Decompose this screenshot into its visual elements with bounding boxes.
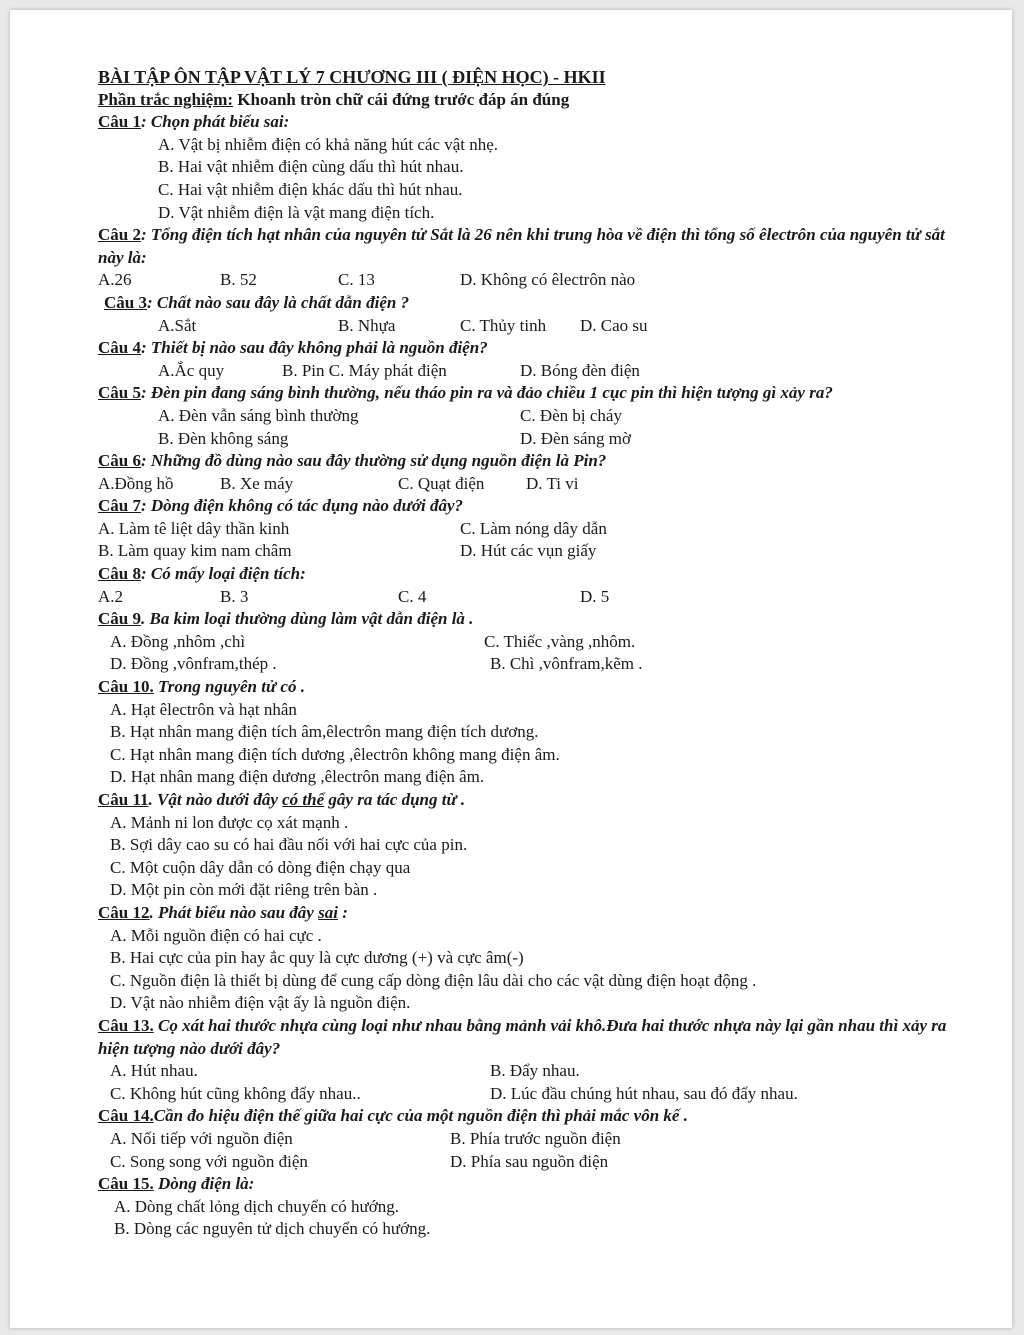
question-text: : Dòng điện không có tác dụng nào dưới đây?	[140, 496, 464, 516]
q4-option-d: D. Bóng đèn điện	[520, 360, 640, 380]
q8-options	[98, 586, 948, 609]
instruction-label: Phần trắc nghiệm:	[98, 89, 234, 109]
q12-option-a: A. Mỗi nguồn điện có hai cực .	[110, 925, 322, 945]
q6-option-c: C. Quạt điện	[398, 473, 485, 493]
q2-option-a: A.26	[98, 270, 132, 290]
instruction	[98, 89, 948, 112]
question-number: Câu 6	[98, 451, 141, 471]
q10-option-c: C. Hạt nhân mang điện tích dương ,êlectrôn không mang điện âm.	[110, 744, 560, 764]
question-text-emphasis: có thể	[282, 790, 325, 809]
q10-option-a: A. Hạt êlectrôn và hạt nhân	[110, 699, 297, 719]
question-3	[98, 292, 948, 315]
q9-options-row1	[98, 631, 948, 654]
question-text: : Chọn phát biểu sai:	[140, 112, 290, 132]
q13-option-b: B. Đẩy nhau.	[490, 1061, 580, 1081]
q7-options-row2	[98, 540, 948, 563]
q14-options-row2	[98, 1151, 948, 1174]
q1-option-b: B. Hai vật nhiễm điện cùng dấu thì hút nhau.	[158, 157, 464, 177]
q2-option-b: B. 52	[220, 270, 257, 290]
q2-options	[98, 269, 948, 292]
document-page	[10, 10, 1012, 1328]
q6-option-d: D. Ti vi	[526, 473, 579, 493]
q12-option-c: C. Nguồn điện là thiết bị dùng để cung cấp dòng điện lâu dài cho các vật dùng điện hoạt động .	[110, 970, 757, 990]
q9-options-row2	[98, 653, 948, 676]
q14-options-row1	[98, 1128, 948, 1151]
q14-option-d: D. Phía sau nguồn điện	[450, 1151, 609, 1171]
question-text: gây ra tác dụng từ .	[324, 790, 466, 809]
q6-option-b: B. Xe máy	[220, 473, 294, 493]
q10-option-b: B. Hạt nhân mang điện tích âm,êlectrôn mang điện tích dương.	[110, 722, 539, 742]
question-number: Câu 13.	[98, 1015, 154, 1035]
q12-option-b: B. Hai cực của pin hay ắc quy là cực dương (+) và cực âm(-)	[110, 948, 524, 968]
q11-option-d: D. Một pin còn mới đặt riêng trên bàn .	[110, 880, 378, 900]
question-text: Trong nguyên tử có .	[153, 677, 305, 697]
question-9	[98, 608, 948, 631]
question-8	[98, 563, 948, 586]
question-7	[98, 495, 948, 518]
question-number: Câu 5	[98, 383, 141, 403]
q7-option-b: B. Làm quay kim nam châm	[98, 541, 292, 561]
q13-option-c: C. Không hút cũng không đẩy nhau..	[110, 1083, 361, 1103]
q9-option-d: D. Đồng ,vônfram,thép .	[110, 654, 277, 674]
q2-option-d: D. Không có êlectrôn nào	[460, 270, 636, 290]
question-number: Câu 9	[98, 609, 141, 629]
question-number: Câu 11	[98, 790, 149, 809]
q4-option-bc: B. Pin C. Máy phát điện	[282, 360, 447, 380]
question-text: : Thiết bị nào sau đây không phải là nguồn điện?	[140, 338, 488, 358]
q1-option-a: A. Vật bị nhiễm điện có khả năng hút các vật nhẹ.	[158, 134, 499, 154]
document-content	[98, 66, 948, 1241]
q3-option-a: A.Sắt	[158, 315, 197, 335]
question-text: : Những đồ dùng nào sau đây thường sử dụng nguồn điện là Pin?	[140, 451, 607, 471]
q5-options-row1	[98, 405, 948, 428]
question-text: Dòng điện là:	[153, 1174, 255, 1194]
question-11	[98, 789, 948, 812]
q3-option-d: D. Cao su	[580, 315, 648, 335]
question-12	[98, 902, 948, 925]
question-text: . Phát biểu nào sau đây	[149, 902, 319, 922]
question-6	[98, 450, 948, 473]
question-text: Cần đo hiệu điện thế giữa hai cực của một nguồn điện thì phải mắc vôn kế .	[153, 1106, 688, 1126]
q9-option-b: B. Chì ,vônfram,kẽm .	[490, 654, 643, 674]
question-number: Câu 4	[98, 338, 141, 358]
question-text: Cọ xát hai thước nhựa cùng loại như nhau bằng mảnh vải khô.Đưa hai thước nhựa này lại gần nhau thì xảy ra hiện tượng nào dưới đây?	[98, 1015, 947, 1058]
question-text: : Chất nào sau đây là chất dẫn điện ?	[146, 292, 410, 312]
q2-option-c: C. 13	[338, 270, 375, 290]
q11-option-c: C. Một cuộn dây dẫn có dòng điện chạy qua	[110, 857, 411, 877]
question-number: Câu 2	[98, 225, 141, 245]
q9-option-c: C. Thiếc ,vàng ,nhôm.	[484, 631, 636, 651]
q7-option-c: C. Làm nóng dây dẫn	[460, 518, 607, 538]
q3-option-c: C. Thủy tinh	[460, 315, 547, 335]
question-number: Câu 15.	[98, 1174, 154, 1194]
q14-option-c: C. Song song với nguồn điện	[110, 1151, 308, 1171]
question-10	[98, 676, 948, 699]
question-number: Câu 8	[98, 564, 141, 584]
q15-option-b: B. Dòng các nguyên tử dịch chuyển có hướng.	[114, 1219, 431, 1239]
question-15	[98, 1173, 948, 1196]
question-number: Câu 3	[104, 292, 147, 312]
q13-option-d: D. Lúc đầu chúng hút nhau, sau đó đẩy nhau.	[490, 1083, 798, 1103]
question-number: Câu 7	[98, 496, 141, 516]
q3-option-b: B. Nhựa	[338, 315, 396, 335]
q5-options-row2	[98, 428, 948, 451]
q5-option-c: C. Đèn bị cháy	[520, 405, 622, 425]
instruction-text: Khoanh tròn chữ cái đứng trước đáp án đúng	[233, 89, 570, 109]
q13-option-a: A. Hút nhau.	[110, 1061, 198, 1081]
q4-option-a: A.Ắc quy	[158, 360, 225, 380]
q15-option-a: A. Dòng chất lỏng dịch chuyển có hướng.	[114, 1196, 399, 1216]
question-text: : Đèn pin đang sáng bình thường, nếu tháo pin ra và đảo chiều 1 cục pin thì hiện tượng gì xảy ra?	[140, 383, 833, 403]
question-13	[98, 1015, 948, 1060]
q9-option-a: A. Đồng ,nhôm ,chì	[110, 631, 246, 651]
question-14	[98, 1105, 948, 1128]
q8-option-b: B. 3	[220, 586, 249, 606]
q7-option-a: A. Làm tê liệt dây thần kinh	[98, 518, 290, 538]
q8-option-d: D. 5	[580, 586, 610, 606]
q7-options-row1	[98, 518, 948, 541]
question-number: Câu 14.	[98, 1106, 154, 1126]
q7-option-d: D. Hút các vụn giấy	[460, 541, 597, 561]
question-text-emphasis: sai	[318, 902, 338, 922]
q8-option-a: A.2	[98, 586, 124, 606]
question-text: . Ba kim loại thường dùng làm vật dẫn điện là .	[140, 609, 474, 629]
question-2	[98, 224, 948, 269]
q12-option-d: D. Vật nào nhiễm điện vật ấy là nguồn điện.	[110, 993, 411, 1013]
q5-option-d: D. Đèn sáng mờ	[520, 428, 631, 448]
q11-option-a: A. Mảnh ni lon được cọ xát mạnh .	[110, 812, 349, 832]
q11-option-b: B. Sợi dây cao su có hai đầu nối với hai cực của pin.	[110, 835, 468, 855]
question-number: Câu 10.	[98, 677, 154, 697]
q5-option-a: A. Đèn vẫn sáng bình thường	[158, 405, 359, 425]
question-text: : Có mấy loại điện tích:	[140, 564, 306, 584]
q8-option-c: C. 4	[398, 586, 427, 606]
q5-option-b: B. Đèn không sáng	[158, 428, 289, 448]
q3-options	[98, 315, 948, 338]
document-title: BÀI TẬP ÔN TẬP VẬT LÝ 7 CHƯƠNG III ( ĐIỆN HỌC) - HKII	[98, 67, 606, 87]
q6-option-a: A.Đồng hồ	[98, 473, 174, 493]
q13-options-row2	[98, 1083, 948, 1106]
question-1	[98, 111, 948, 134]
question-number: Câu 12	[98, 902, 150, 922]
q1-option-d: D. Vật nhiễm điện là vật mang điện tích.	[158, 202, 435, 222]
q10-option-d: D. Hạt nhân mang điện dương ,êlectrôn mang điện âm.	[110, 767, 485, 787]
question-number: Câu 1	[98, 112, 141, 132]
question-5	[98, 382, 948, 405]
q4-options	[98, 360, 948, 383]
q14-option-a: A. Nối tiếp với nguồn điện	[110, 1128, 293, 1148]
question-text: . Vật nào dưới đây	[148, 790, 283, 809]
question-4	[98, 337, 948, 360]
q6-options	[98, 473, 948, 496]
question-text: :	[337, 902, 348, 922]
q14-option-b: B. Phía trước nguồn điện	[450, 1128, 621, 1148]
q1-option-c: C. Hai vật nhiễm điện khác dấu thì hút nhau.	[158, 179, 463, 199]
question-text: : Tổng điện tích hạt nhân của nguyên tử Sắt là 26 nên khi trung hòa về điện thì tổng số êlectrôn của nguyên tử sắt này là:	[98, 225, 945, 267]
q13-options-row1	[98, 1060, 948, 1083]
